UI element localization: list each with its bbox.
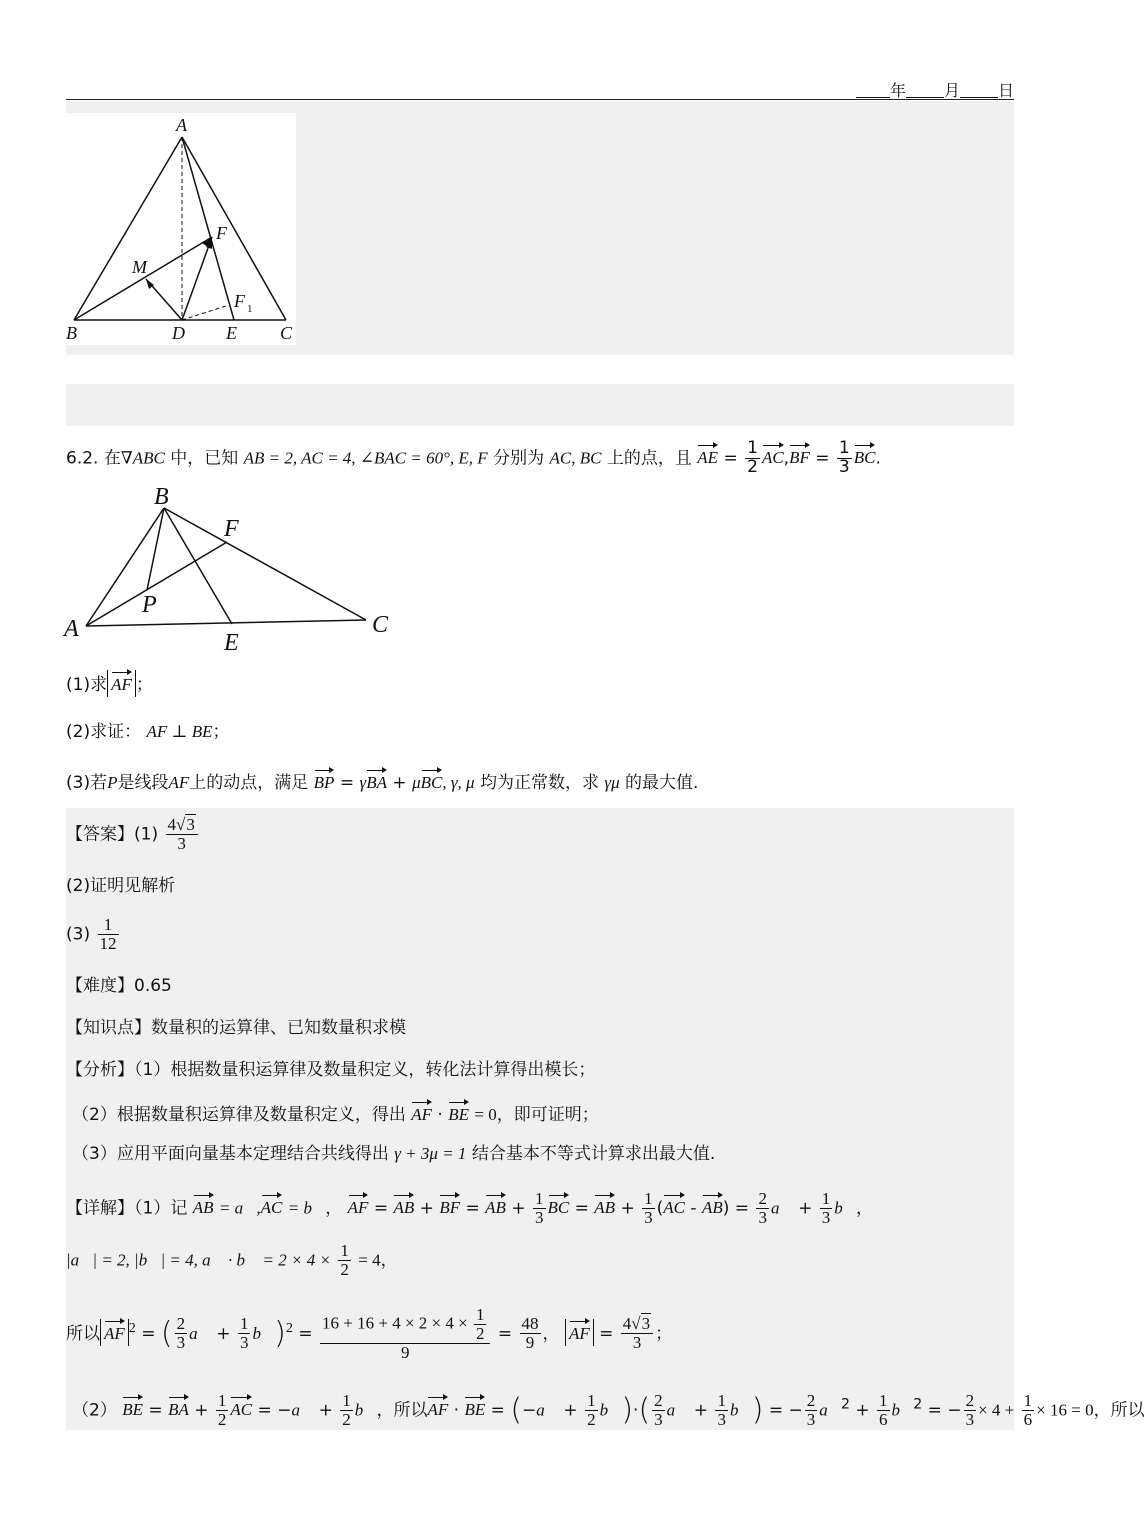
frac-den: 6	[879, 1409, 888, 1429]
frac-den: 2	[217, 1409, 227, 1429]
vec-b: b⃗	[729, 1400, 752, 1420]
frac-den: 2	[747, 456, 758, 477]
label-f1: F	[234, 291, 245, 311]
vec-b: b⃗	[891, 1400, 914, 1420]
frac-num: 1	[747, 438, 758, 458]
eq-sign: =	[599, 1323, 614, 1344]
vector-bp: BP	[314, 768, 335, 795]
question-1	[66, 670, 153, 697]
frac-den: 3	[717, 1409, 726, 1429]
calc-1: × 4 +	[978, 1400, 1015, 1420]
frac-den: 9	[401, 1342, 410, 1362]
fraction-two-thirds	[964, 1392, 977, 1429]
day-label: 日	[997, 81, 1014, 100]
eq-sign: =	[497, 1323, 513, 1344]
frac-den: 2	[342, 1409, 351, 1429]
paren-open: (	[510, 1392, 523, 1428]
q1-suffix: ；	[135, 675, 153, 695]
frac-num: 1	[239, 1314, 249, 1334]
frac-num: 1	[342, 1391, 351, 1410]
empty-panel	[66, 384, 1014, 426]
answer-1-fraction	[166, 816, 198, 853]
answer-line-2: (2)证明见解析	[66, 876, 176, 896]
comma: ,	[783, 448, 790, 469]
abs-af	[100, 1319, 129, 1346]
separator: ，	[325, 1198, 343, 1219]
frac-den: 2	[475, 1323, 485, 1343]
eq-sign: =	[815, 448, 830, 469]
year-blank	[856, 83, 890, 98]
frac-num: 2	[654, 1391, 663, 1410]
problem-given: AB = 2, AC = 4, ∠BAC = 60°, E, F	[243, 448, 488, 468]
tail: ，	[855, 1198, 873, 1219]
vector-af: AF	[348, 1193, 369, 1220]
year-label: 年	[889, 81, 906, 100]
fraction-4sqrt3-3	[621, 1315, 653, 1352]
fraction-two-thirds	[175, 1315, 188, 1352]
figure-1-diagram	[66, 113, 296, 345]
vector-ab: AB	[594, 1193, 615, 1220]
vec-a: a⃗	[189, 1323, 211, 1343]
problem-text-given-mid: 分别为	[493, 448, 545, 469]
frac-den: 3	[806, 1409, 816, 1429]
paren-close: )	[751, 1392, 764, 1428]
fraction-half	[338, 1242, 351, 1279]
paren-close: )	[621, 1392, 634, 1428]
fraction-third	[642, 1190, 655, 1227]
label-b: B	[66, 323, 77, 343]
frac-num: 1	[821, 1189, 831, 1208]
detail-l1-a: （1）记	[134, 1198, 188, 1219]
problem-segments: AC, BC	[549, 448, 602, 468]
vec-a: a⃗	[291, 1400, 314, 1420]
vector-af: AF	[111, 670, 132, 697]
eq-sign: =	[723, 448, 738, 469]
label-f: F	[224, 516, 239, 542]
q3-params: , γ, μ	[442, 773, 475, 792]
coef: 4	[167, 815, 176, 834]
frac-num: 2	[176, 1314, 186, 1334]
answer-3-label: (3)	[66, 924, 91, 945]
edge-ab	[74, 137, 182, 320]
fraction-big	[320, 1306, 490, 1362]
label-e: E	[226, 323, 237, 343]
segment-bf	[74, 237, 212, 320]
vec-b: b⃗	[252, 1323, 275, 1343]
q2-suffix: ；	[212, 722, 230, 742]
label-f: F	[216, 223, 227, 243]
frac-num: 1	[587, 1391, 596, 1410]
vec-a: a⃗	[536, 1400, 559, 1420]
answer-line-3	[66, 916, 121, 953]
frac-num: 1	[717, 1391, 726, 1410]
label-c: C	[280, 323, 293, 343]
vector-ae: AE	[697, 443, 718, 470]
analysis-p2-b: ，即可证明；	[496, 1105, 599, 1125]
vector-bf: BF	[789, 443, 810, 470]
problem-number: 6.2.	[66, 448, 99, 469]
analysis-p3-b: 结合基本不等式计算求出最大值.	[471, 1144, 716, 1164]
frac-num: 1	[879, 1391, 888, 1410]
fraction-sixth	[1022, 1392, 1035, 1429]
label-a: A	[176, 115, 187, 135]
answer-label: 【答案】(1)	[66, 824, 159, 845]
question-2	[66, 720, 230, 744]
vector-ac: AC	[230, 1395, 252, 1422]
q3-prefix: (3)若	[66, 773, 108, 793]
detail-l4-prefix: （2）	[72, 1400, 117, 1421]
label-b: B	[154, 484, 169, 510]
frac-den: 3	[838, 456, 850, 477]
q3-product: γμ	[604, 773, 620, 792]
vector-ac: AC	[663, 1193, 685, 1220]
fraction-half	[745, 440, 760, 477]
frac-den: 3	[535, 1207, 544, 1227]
eq-sign: =	[574, 1198, 589, 1219]
exponent: 2	[913, 1396, 923, 1413]
frac-num: 1	[217, 1391, 227, 1410]
fraction-two-thirds	[652, 1392, 665, 1429]
frac-den: 3	[654, 1409, 663, 1429]
calc-2: × 16 = 0	[1036, 1400, 1094, 1420]
detail-line-4: （2） BE = BA + $\frac{1}{2}$ AC = −a⃗ + $\frac{1}{2}$ b⃗，所以AF · BE = (−a⃗ + $\frac{1}{2}$ b⃗)·( $\frac{2}{3}$ a⃗ + $\frac{1}{3}$ b⃗) = − $\frac{2}{3}$ a⃗$^2$ + $\frac{1}{6}$ b⃗$^2$ = − $\frac{2}{3}$ × 4 + $\frac{1}{6}$ × 16 = 0，所以	[72, 1391, 1145, 1429]
eq-sign: =	[734, 1198, 750, 1219]
analysis-p3-a: （3）应用平面向量基本定理结合共线得出	[72, 1144, 389, 1164]
day-blank	[960, 83, 998, 98]
vector-af: AF	[411, 1100, 432, 1127]
header-rule	[66, 99, 1014, 100]
perp-df1	[182, 306, 226, 320]
mu: μ	[412, 773, 421, 792]
detail-l2-tail: = 4，	[358, 1250, 398, 1270]
frac-den: 3	[965, 1409, 975, 1429]
vector-ab: AB	[193, 1193, 214, 1220]
fraction-third	[837, 440, 852, 477]
analysis-p1: （1）根据数量积运算律及数量积定义，转化法计算得出模长；	[134, 1060, 596, 1080]
difficulty-value: 0.65	[134, 976, 172, 996]
fraction-two-thirds	[756, 1190, 769, 1227]
label-a: A	[64, 616, 79, 642]
eq-sign: =	[298, 1323, 313, 1344]
q3-end: 的最大值.	[625, 773, 699, 793]
eq-b: = b⃗	[287, 1198, 326, 1218]
label-c: C	[372, 612, 389, 638]
knowledge-line	[66, 1016, 406, 1040]
detail-l4-end: ，所以	[1093, 1400, 1145, 1421]
q3-point: P	[107, 773, 118, 792]
analysis-p3-expr: γ + 3μ = 1	[394, 1144, 467, 1163]
edge-ac	[86, 620, 366, 626]
vector-ab: AB	[702, 1193, 723, 1220]
paren-open: (	[160, 1315, 173, 1351]
eq-sign: =	[339, 773, 355, 793]
frac-num: 1	[340, 1241, 349, 1260]
frac-num: 1	[98, 916, 119, 935]
frac-num: 1	[1023, 1391, 1033, 1410]
frac-num: 1	[644, 1189, 653, 1208]
triangle-name: ABC	[132, 448, 165, 468]
fraction-sixth	[877, 1392, 890, 1429]
frac-den: 3	[177, 833, 186, 853]
vec-b: b⃗	[599, 1400, 622, 1420]
label-m: M	[132, 257, 147, 277]
date-header	[856, 78, 1014, 101]
vector-bf: BF	[439, 1193, 460, 1220]
period: .	[875, 448, 881, 469]
detail-line-3: 所以 AF $^2$ = ( $\frac{2}{3}$ a⃗ + $\frac{1}{3}$ b⃗)$^2$ = 16 + 16 + 4 × 2 × 4 × $\frac{1}{2}$ 9 = $\frac{48}{9}$ ， AF = $\frac{4√3}{3}$ ；	[66, 1305, 673, 1362]
label-p: P	[142, 592, 157, 618]
plus: +	[392, 773, 407, 793]
analysis-p2-eq: = 0	[474, 1105, 497, 1124]
q2-expr: AF ⊥ BE	[146, 722, 213, 741]
figure-1	[66, 113, 296, 345]
label-e: E	[224, 630, 239, 656]
knowledge-value: 数量积的运算律、已知数量积求模	[151, 1018, 406, 1038]
frac-num: 1	[475, 1305, 485, 1324]
problem-text-in: 在	[103, 448, 121, 469]
frac-num: 2	[965, 1391, 975, 1410]
analysis-line-3	[72, 1142, 715, 1166]
detail-l3-prefix: 所以	[66, 1323, 100, 1344]
frac-den: 2	[340, 1259, 349, 1279]
frac-den: 9	[525, 1333, 535, 1353]
q2-prefix: (2)求证：	[66, 722, 142, 742]
problem-statement	[66, 440, 881, 477]
paren-open: (	[638, 1392, 651, 1428]
frac-num: 1	[838, 438, 850, 458]
abs-af	[565, 1319, 594, 1346]
vector-be: BE	[122, 1395, 143, 1422]
q1-prefix: (1)求	[66, 675, 108, 695]
frac-den: 3	[176, 1333, 186, 1353]
vector-bc: BC	[421, 768, 443, 795]
label-d: D	[172, 323, 185, 343]
q1-abs	[107, 670, 136, 697]
vec-b: b⃗	[354, 1400, 377, 1420]
frac-den: 3	[644, 1207, 653, 1227]
eq-sign: =	[465, 1198, 480, 1219]
question-3	[66, 768, 698, 795]
vector-af: AF	[104, 1319, 125, 1346]
detail-line-2	[66, 1242, 398, 1279]
q3-segment: AF	[168, 773, 190, 792]
fraction-third	[533, 1190, 546, 1227]
fraction-half	[340, 1392, 353, 1429]
knowledge-label: 【知识点】	[66, 1018, 151, 1038]
problem-text-mid: 中，已知	[170, 448, 239, 469]
edge-bc	[164, 508, 366, 620]
frac-num: 4√3	[166, 816, 198, 835]
vector-ba: BA	[366, 768, 387, 795]
analysis-p2-a: （2）根据数量积运算律及数量积定义，得出	[72, 1105, 406, 1125]
vector-ac: AC	[261, 1193, 283, 1220]
vector-be: BE	[464, 1395, 485, 1422]
analysis-line-2: （2）根据数量积运算律及数量积定义，得出 AF · BE = 0，即可证明；	[72, 1100, 599, 1127]
vec-b: b⃗	[834, 1198, 856, 1218]
triangle-symbol: ∇	[120, 448, 133, 468]
q3-suffix: 均为正常数，求	[479, 773, 599, 793]
exponent: 2	[285, 1320, 293, 1337]
radicand: 3	[186, 815, 195, 834]
vector-af: AF	[569, 1319, 590, 1346]
fraction-third	[820, 1190, 833, 1227]
vec-a: a⃗	[770, 1198, 793, 1218]
exponent: 2	[128, 1320, 136, 1337]
eq-sign: =	[148, 1400, 163, 1421]
fraction-48-9	[520, 1315, 541, 1352]
analysis-line-1	[66, 1058, 595, 1082]
fraction-half	[216, 1392, 229, 1429]
segment-be	[164, 508, 232, 624]
frac-num	[320, 1306, 490, 1344]
exponent: 2	[840, 1396, 850, 1413]
vector-be: BE	[448, 1100, 469, 1127]
month-blank	[906, 83, 944, 98]
frac-num: 4√3	[621, 1315, 653, 1334]
analysis-label: 【分析】	[66, 1060, 134, 1080]
frac-den: 12	[99, 933, 117, 953]
radicand: 3	[641, 1314, 651, 1334]
paren-close: )	[274, 1315, 286, 1351]
fraction-half	[585, 1392, 598, 1429]
detail-l4-mid: ，所以	[376, 1400, 428, 1421]
detail-line-1: 【详解】（1）记 AB = a⃗,AC = b⃗， AF = AB + BF = AB + $\frac{1}{3}$ BC = AB + $\frac{1}{3}$ (AC - AB) = $\frac{2}{3}$ a⃗ + $\frac{1}{3}$ b⃗，	[66, 1189, 873, 1227]
eq-sign: =	[141, 1323, 156, 1344]
vector-ba: BA	[168, 1395, 189, 1422]
separator: ，	[542, 1323, 560, 1344]
frac-den: 2	[587, 1409, 596, 1429]
problem-text-given-end: 上的点，且	[606, 448, 692, 469]
frac-num: 2	[806, 1391, 816, 1410]
frac-den: 3	[632, 1333, 642, 1353]
difficulty-line	[66, 974, 172, 998]
q3-mid: 是线段	[117, 773, 169, 793]
vector-bc: BC	[548, 1193, 570, 1220]
label-f1-sub: 1	[247, 303, 253, 315]
month-label: 月	[943, 81, 960, 100]
vector-af: AF	[427, 1395, 448, 1422]
answer-line-1	[66, 816, 200, 853]
vec-a: a⃗	[666, 1400, 689, 1420]
q3-mid2: 上的动点，满足	[189, 773, 309, 793]
difficulty-label: 【难度】	[66, 976, 134, 996]
frac-den: 3	[758, 1207, 767, 1227]
figure-2-diagram	[60, 486, 400, 658]
detail-label: 【详解】	[66, 1198, 134, 1219]
frac-den: 3	[239, 1333, 249, 1353]
figure-panel	[66, 101, 1014, 355]
fraction-third	[715, 1392, 728, 1429]
frac-den: 6	[1023, 1409, 1033, 1429]
vector-df	[182, 237, 212, 320]
big-num-text: 16 + 16 + 4 × 2 × 4 ×	[322, 1313, 468, 1333]
vec-a: a⃗	[819, 1400, 841, 1420]
minus: -	[685, 1198, 702, 1219]
vector-bc: BC	[854, 443, 876, 470]
fraction-half	[474, 1306, 487, 1343]
vector-ab: AB	[485, 1193, 506, 1220]
vector-ac: AC	[762, 443, 784, 470]
frac-num: 1	[535, 1189, 544, 1208]
fraction-third	[238, 1315, 251, 1352]
frac-num: 2	[758, 1189, 767, 1208]
gamma: γ	[359, 773, 367, 792]
answer-3-fraction	[98, 916, 119, 953]
fraction-two-thirds	[805, 1392, 818, 1429]
vector-ab: AB	[393, 1193, 414, 1220]
eq-sign: =	[373, 1198, 389, 1219]
frac-den: 3	[821, 1207, 831, 1227]
frac-num: 48	[521, 1314, 539, 1334]
detail-l2-expr: |a⃗| = 2, |b⃗| = 4, a⃗ · b⃗ = 2 × 4 ×	[66, 1250, 331, 1270]
eq-a: = a⃗,	[218, 1198, 261, 1218]
